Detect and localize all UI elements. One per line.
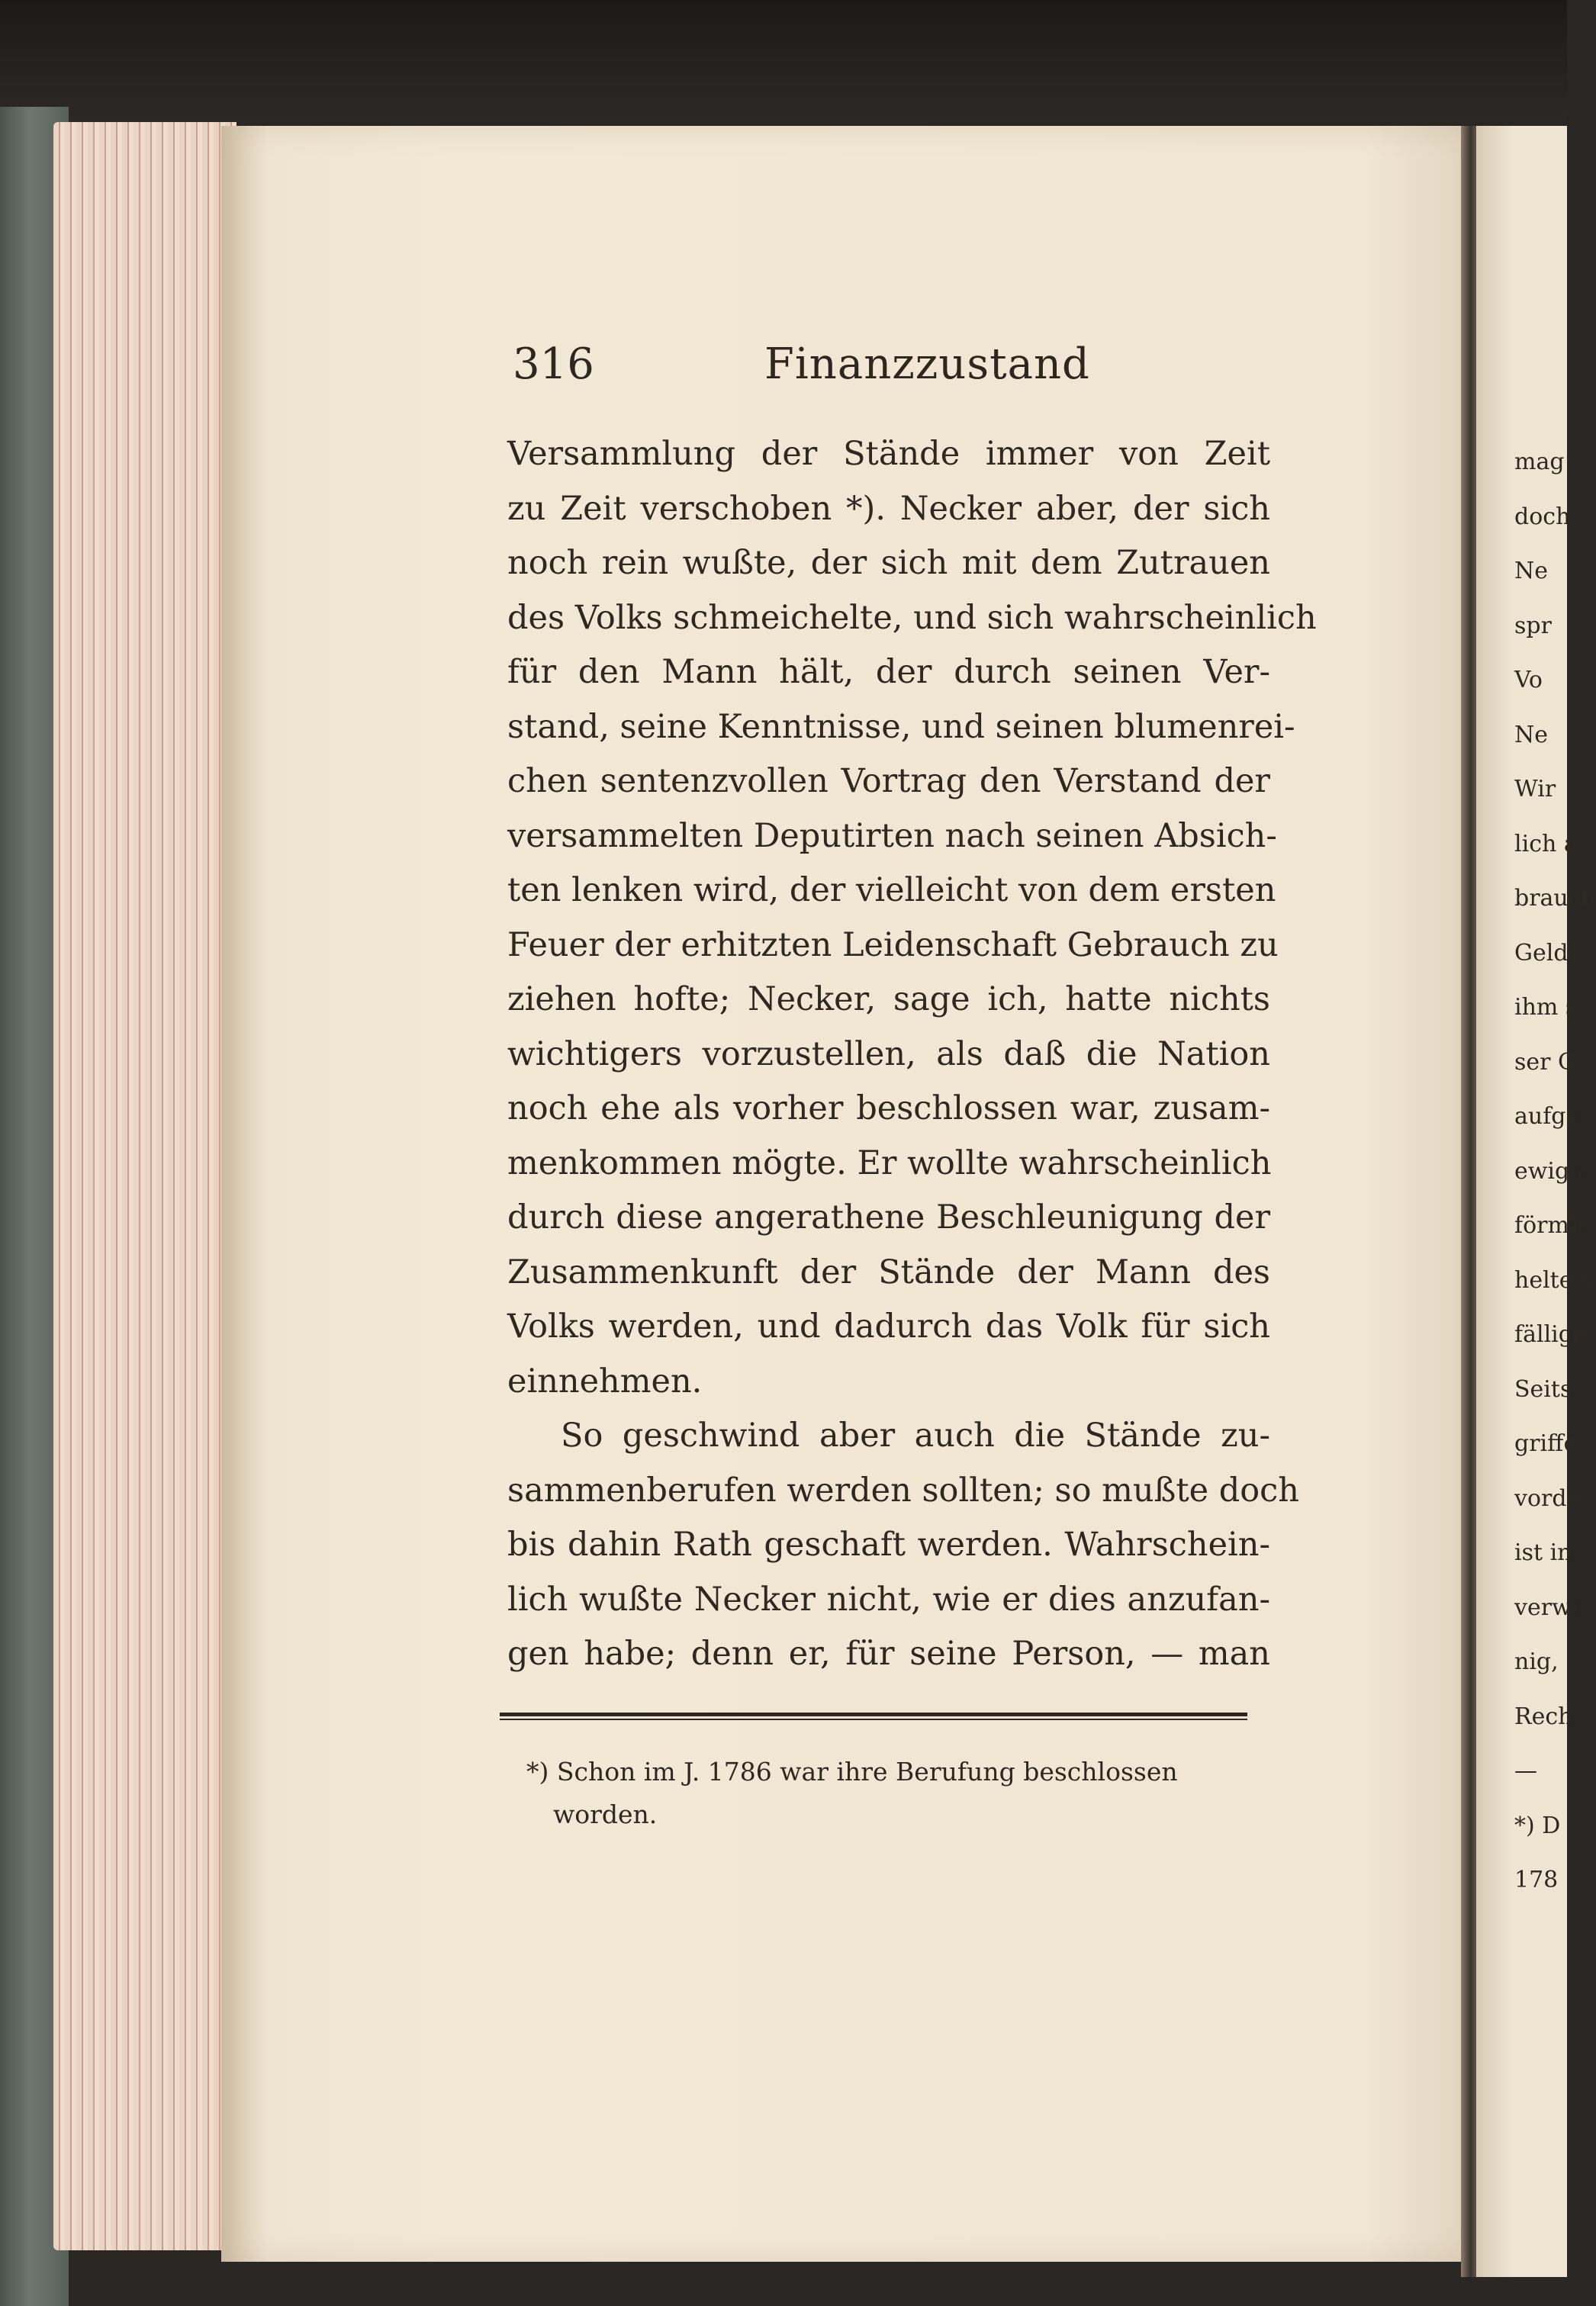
text-line: wichtigers vorzustellen, als daß die Nation: [507, 1034, 1270, 1073]
running-head: Finanzzustand: [764, 339, 1090, 389]
text-line: Zusammenkunft der Stände der Mann des: [507, 1253, 1270, 1291]
next-page-fragment: griffe: [1514, 1430, 1578, 1457]
text-line: versammelten Deputirten nach seinen Absich-: [507, 816, 1277, 855]
next-page-fragment: Geld: [1514, 939, 1569, 966]
next-page-fragment: doch: [1514, 503, 1571, 530]
text-line: sammenberufen werden sollten; so mußte doch: [507, 1471, 1299, 1510]
page-number: 316: [513, 339, 594, 389]
book-cover-top: [0, 0, 1567, 122]
next-page-fragment: ist in: [1514, 1539, 1572, 1566]
next-page-fragment: nig,: [1514, 1648, 1559, 1675]
next-page-fragment: Rech: [1514, 1703, 1573, 1730]
text-line: ziehen hofte; Necker, sage ich, hatte nichts: [507, 980, 1270, 1018]
text-line: lich wußte Necker nicht, wie er dies anzufan-: [507, 1580, 1270, 1619]
next-page-fragment: vorde: [1514, 1484, 1581, 1512]
text-line: noch rein wußte, der sich mit dem Zutrauen: [507, 544, 1270, 582]
text-line: stand, seine Kenntnisse, und seinen blumenrei-: [507, 707, 1295, 746]
next-page-fragment: aufge: [1514, 1103, 1580, 1130]
footnote-rule: [500, 1713, 1247, 1716]
next-page-fragment: helte s: [1514, 1266, 1592, 1294]
next-page-fragment: ser G: [1514, 1048, 1576, 1076]
page-edges: [53, 122, 237, 2250]
text-line: menkommen mögte. Er wollte wahrscheinlich: [507, 1143, 1272, 1182]
text-line: chen sentenzvollen Vortrag den Verstand der: [507, 762, 1270, 800]
text-line: noch ehe als vorher beschlossen war, zusam-: [507, 1089, 1270, 1127]
next-page-text: [1514, 435, 1596, 1908]
next-page-fragment: Ne: [1514, 721, 1549, 748]
footnote-rule-thin: [500, 1719, 1247, 1720]
next-page-fragment: Ne: [1514, 558, 1549, 584]
body-text: [507, 427, 1317, 1682]
text-line: für den Mann hält, der durch seinen Ver-: [507, 653, 1270, 691]
next-page-fragment: fällige: [1514, 1321, 1587, 1348]
next-page-fragment: ewig r: [1514, 1157, 1588, 1185]
footnote: [526, 1751, 1251, 1836]
next-page-fragment: *) D: [1514, 1812, 1561, 1839]
next-page-fragment: Seits: [1514, 1375, 1572, 1403]
text-line: So geschwind aber auch die Stände zu-: [561, 1417, 1270, 1455]
text-line: einnehmen.: [507, 1362, 703, 1401]
text-line: Feuer der erhitzten Leidenschaft Gebrauch zu: [507, 925, 1279, 964]
next-page-fragment: brauch: [1514, 885, 1596, 912]
text-line: durch diese angerathene Beschleunigung der: [507, 1198, 1270, 1237]
page-header: [513, 339, 1352, 400]
next-page-fragment: 178: [1514, 1867, 1559, 1893]
next-page-fragment: spr: [1514, 612, 1552, 639]
text-line: Volks werden, und dadurch das Volk für sich: [507, 1307, 1270, 1346]
text-line: ten lenken wird, der vielleicht von dem ersten: [507, 871, 1276, 909]
next-page-fragment: förmli: [1514, 1212, 1585, 1239]
next-page-fragment: mag: [1514, 449, 1565, 475]
next-page-fragment: Vo: [1514, 667, 1543, 693]
next-page-fragment: lich a: [1514, 830, 1578, 857]
text-line: gen habe; denn er, für seine Person, — man: [507, 1635, 1270, 1673]
next-page-fragment: ihm s: [1514, 994, 1578, 1021]
next-page-fragment: —: [1514, 1758, 1537, 1784]
next-page-fragment: verwi: [1514, 1594, 1579, 1621]
footnote-line: *) Schon im J. 1786 war ihre Berufung beschlossen: [526, 1757, 1178, 1787]
footnote-line: worden.: [553, 1799, 658, 1829]
text-line: zu Zeit verschoben *). Necker aber, der sich: [507, 489, 1270, 528]
text-line: des Volks schmeichelte, und sich wahrscheinlich: [507, 598, 1317, 637]
text-line: bis dahin Rath geschaft werden. Wahrschein-: [507, 1526, 1270, 1564]
text-line: Versammlung der Stände immer von Zeit: [507, 435, 1270, 473]
next-page-fragment: Wir: [1514, 776, 1556, 802]
